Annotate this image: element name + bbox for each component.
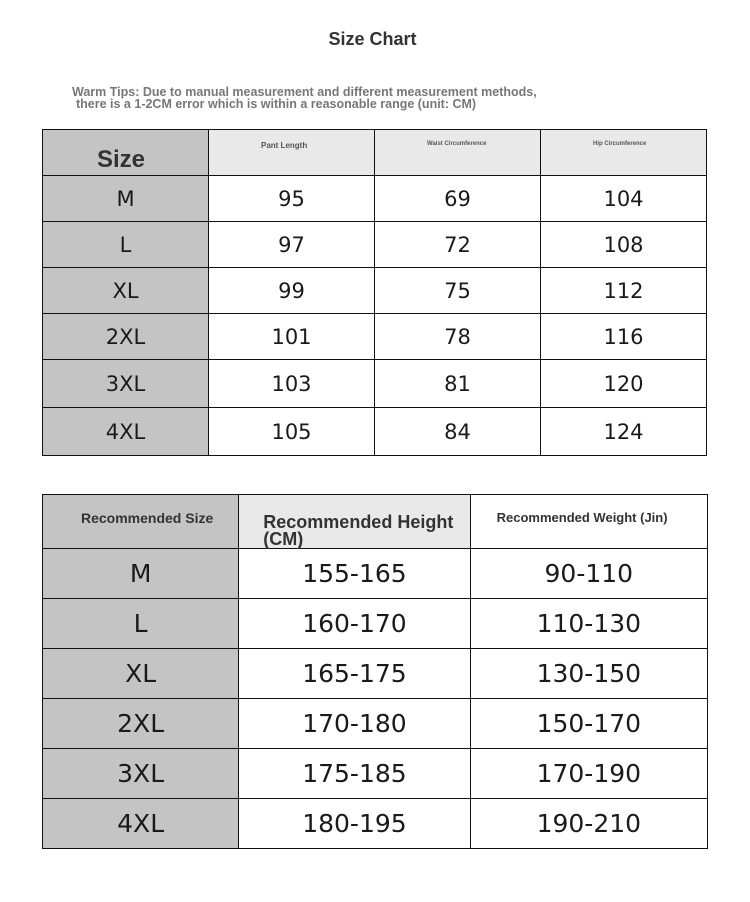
size-cell: 2XL: [43, 699, 239, 749]
header-pant-length: Pant Length: [209, 130, 375, 176]
size-cell: 3XL: [43, 749, 239, 799]
size-cell: L: [43, 222, 209, 268]
waist-cell: 69: [375, 176, 541, 222]
hip-cell: 112: [541, 268, 707, 314]
table-row: [43, 222, 707, 268]
header-size: Size: [43, 130, 209, 176]
pant-length-cell: 97: [209, 222, 375, 268]
table-row: [43, 549, 708, 599]
height-cell: 155-165: [239, 549, 470, 599]
hip-cell: 120: [541, 360, 707, 408]
weight-cell: 170-190: [470, 749, 707, 799]
header-recommended-height: Recommended Height (CM): [239, 495, 470, 549]
hip-cell: 108: [541, 222, 707, 268]
table-row: [43, 408, 707, 456]
waist-cell: 75: [375, 268, 541, 314]
waist-cell: 72: [375, 222, 541, 268]
table-row: [43, 176, 707, 222]
height-cell: 175-185: [239, 749, 470, 799]
hip-cell: 104: [541, 176, 707, 222]
height-cell: 160-170: [239, 599, 470, 649]
hip-cell: 124: [541, 408, 707, 456]
weight-cell: 190-210: [470, 799, 707, 849]
header-recommended-size: Recommended Size: [43, 495, 239, 549]
waist-cell: 84: [375, 408, 541, 456]
warm-tips: [72, 86, 632, 110]
warm-tips-line-2: there is a 1-2CM error which is within a reasonable range (unit: CM): [76, 97, 477, 111]
table-row: [43, 799, 708, 849]
pant-length-cell: 101: [209, 314, 375, 360]
size-cell: XL: [43, 649, 239, 699]
waist-cell: 78: [375, 314, 541, 360]
recommendation-header-row: [43, 495, 708, 549]
pant-length-cell: 105: [209, 408, 375, 456]
weight-cell: 90-110: [470, 549, 707, 599]
weight-cell: 130-150: [470, 649, 707, 699]
height-cell: 165-175: [239, 649, 470, 699]
weight-cell: 110-130: [470, 599, 707, 649]
header-recommended-weight: Recommended Weight (Jin): [470, 495, 707, 549]
hip-cell: 116: [541, 314, 707, 360]
pant-length-cell: 95: [209, 176, 375, 222]
height-cell: 170-180: [239, 699, 470, 749]
table-row: [43, 699, 708, 749]
height-cell: 180-195: [239, 799, 470, 849]
header-waist-circumference: Waist Circumference: [375, 130, 541, 176]
size-cell: L: [43, 599, 239, 649]
warm-tips-line-1: Warm Tips: Due to manual measurement and different measurement methods,: [72, 85, 537, 99]
weight-cell: 150-170: [470, 699, 707, 749]
size-cell: 3XL: [43, 360, 209, 408]
size-cell: M: [43, 549, 239, 599]
measurement-header-row: [43, 130, 707, 176]
size-cell: 4XL: [43, 799, 239, 849]
size-cell: 4XL: [43, 408, 209, 456]
header-hip-circumference: Hip Circumference: [541, 130, 707, 176]
table-row: [43, 360, 707, 408]
size-cell: M: [43, 176, 209, 222]
page-title: Size Chart: [328, 29, 417, 49]
table-row: [43, 599, 708, 649]
size-cell: 2XL: [43, 314, 209, 360]
table-row: [43, 268, 707, 314]
pant-length-cell: 103: [209, 360, 375, 408]
table-row: [43, 749, 708, 799]
waist-cell: 81: [375, 360, 541, 408]
recommendation-table: [42, 494, 708, 849]
measurement-table: [42, 129, 707, 456]
table-row: [43, 649, 708, 699]
table-row: [43, 314, 707, 360]
size-cell: XL: [43, 268, 209, 314]
pant-length-cell: 99: [209, 268, 375, 314]
